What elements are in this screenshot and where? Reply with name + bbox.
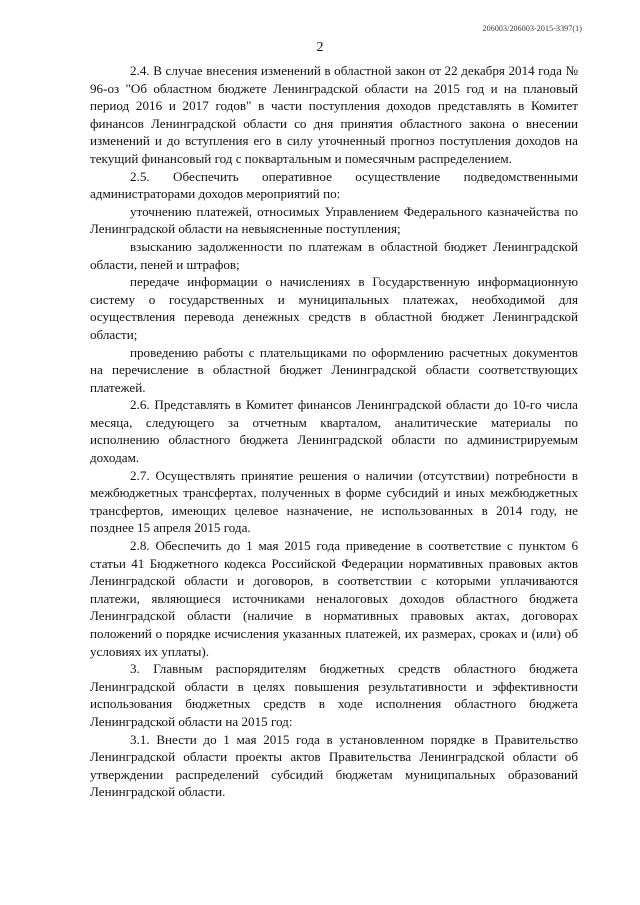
page-number: 2 bbox=[316, 40, 324, 55]
paragraph-2-6: 2.6. Представлять в Комитет финансов Ленинградской области до 10-го числа месяца, следующего за отчетным кварталом, аналитические материалы по исполнению областного бюджета Ленинградской области по администрируемым доходам. bbox=[90, 397, 578, 466]
paragraph-2-4: 2.4. В случае внесения изменений в областной закон от 22 декабря 2014 года № 96-оз "Об областном бюджете Ленинградской области на 2015 год и на плановый период 2016 и 2017 годов" в части поступления доходов представлять в Комитет финансов Ленинградской области со дня принятия областного закона о внесении изменений и до вступления его в силу уточненный прогноз поступления доходов на текущий финансовый год с поквартальным и помесячным распределением. bbox=[90, 63, 578, 166]
document-body bbox=[90, 62, 578, 801]
paragraph-2-5-item-2: взысканию задолженности по платежам в областной бюджет Ленинградской области, пеней и штрафов; bbox=[90, 238, 578, 272]
paragraph-2-5-item-3: передаче информации о начислениях в Государственную информационную систему о государственных и муниципальных платежах, необходимой для осуществления перевода денежных средств в областной бюджет Ленинградской области; bbox=[90, 274, 578, 342]
paragraph-2-5-item-4: проведению работы с плательщиками по оформлению расчетных документов на перечисление в областной бюджет Ленинградской области соответствующих платежей. bbox=[90, 344, 578, 395]
paragraph-2-7: 2.7. Осуществлять принятие решения о наличии (отсутствии) потребности в межбюджетных трансфертах, полученных в форме субсидий и иных межбюджетных трансфертов, имеющих целевое назначение, не использованных в 2014 году, не позднее 15 апреля 2015 года. bbox=[90, 467, 578, 536]
paragraph-3: 3. Главным распорядителям бюджетных средств областного бюджета Ленинградской области в целях повышения результативности и эффективности использования бюджетных средств в ходе исполнения областного бюджета Ленинградской области на 2015 год: bbox=[90, 661, 578, 729]
paragraph-2-5: 2.5. Обеспечить оперативное осуществление подведомственными администраторами доходов мероприятий по: bbox=[90, 168, 578, 202]
paragraph-2-5-item-1: уточнению платежей, относимых Управлением Федерального казначейства по Ленинградской области на невыясненные поступления; bbox=[90, 203, 578, 237]
paragraph-3-1: 3.1. Внести до 1 мая 2015 года в установленном порядке в Правительство Ленинградской области проекты актов Правительства Ленинградской области об утверждении распределений субсидий бюджетам муниципальных образований Ленинградской области. bbox=[90, 731, 578, 800]
paragraph-2-8: 2.8. Обеспечить до 1 мая 2015 года приведение в соответствие с пунктом 6 статьи 41 Бюджетного кодекса Российской Федерации нормативных правовых актов Ленинградской области и договоров, в соответствии с которыми уплачиваются платежи, являющиеся источниками неналоговых доходов областного бюджета Ленинградской области (наличие в нормативных правовых актах, договорах положений о порядке исчисления указанных платежей, их размерах, сроках и (или) об условиях их уплаты). bbox=[90, 538, 578, 659]
document-id: 206003/206003-2015-3397(1) bbox=[482, 24, 582, 33]
